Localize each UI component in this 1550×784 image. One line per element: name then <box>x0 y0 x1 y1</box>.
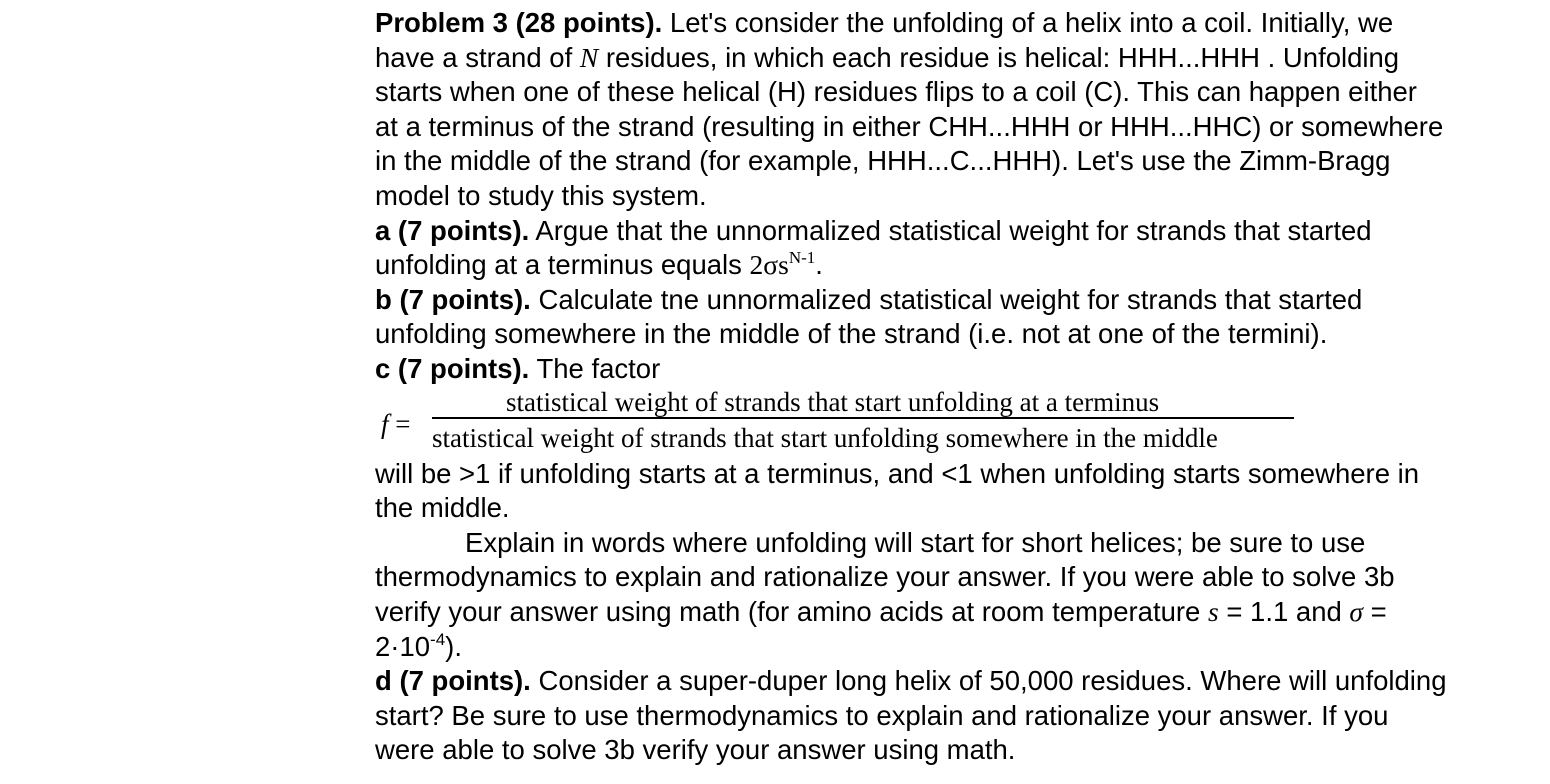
part-c-after-2: the middle. <box>375 492 510 524</box>
part-c-explain-3: verify your answer using math (for amino acids at room temperature s = 1.1 and σ = <box>375 595 1387 627</box>
formula-denominator: statistical weight of strands that start unfolding somewhere in the middle <box>432 422 1218 453</box>
problem-line-3: starts when one of these helical (H) residues flips to a coil (C). This can happen either <box>375 76 1417 108</box>
part-b-line-2: unfolding somewhere in the middle of the strand (i.e. not at one of the termini). <box>375 318 1328 350</box>
part-b-label: b (7 points). <box>375 283 531 315</box>
problem-header: Problem 3 (28 points). <box>375 7 663 38</box>
variable-n: N <box>579 41 599 73</box>
problem-line-2: have a strand of N residues, in which each residue is helical: HHH...HHH . Unfolding <box>375 41 1400 73</box>
part-a-line-1: a (7 points). Argue that the unnormalized statistical weight for strands that started <box>375 214 1372 246</box>
variable-s: s <box>1207 595 1219 627</box>
part-b-line-1: b (7 points). Calculate tne unnormalized statistical weight for strands that started <box>375 283 1363 315</box>
fraction-bar <box>432 417 1294 419</box>
part-c-after-1: will be >1 if unfolding starts at a terminus, and <1 when unfolding starts somewhere in <box>375 457 1420 489</box>
weight-expression: $2\sigma s^{N-1}$ <box>749 248 816 281</box>
part-c-label: c (7 points). <box>375 352 530 384</box>
part-c-explain-2: thermodynamics to explain and rationalize your answer. If you were able to solve 3b <box>375 561 1395 593</box>
problem-line-6: model to study this system. <box>375 179 707 211</box>
problem-line-4: at a terminus of the strand (resulting in either CHH...HHH or HHH...HHC) or somewhere <box>375 110 1444 142</box>
formula-lhs: f = <box>381 408 411 439</box>
problem-line-1: Problem 3 (28 points). Let's consider the unfolding of a helix into a coil. Initially, we <box>375 7 1394 38</box>
part-d-line-1: d (7 points). Consider a super-duper long helix of 50,000 residues. Where will unfolding <box>375 665 1447 697</box>
part-d-line-3: were able to solve 3b verify your answer using math. <box>375 734 1016 766</box>
part-c-explain-1: Explain in words where unfolding will start for short helices; be sure to use <box>465 526 1366 558</box>
problem-line-5: in the middle of the strand (for example, HHH...C...HHH). Let's use the Zimm-Bragg <box>375 145 1391 177</box>
part-d-line-2: start? Be sure to use thermodynamics to explain and rationalize your answer. If you <box>375 699 1389 731</box>
part-c-line-1: c (7 points). The factor <box>375 352 661 384</box>
f-ratio-formula <box>375 386 1550 457</box>
formula-numerator: statistical weight of strands that start unfolding at a terminus <box>506 386 1160 417</box>
problem-document <box>375 6 1550 768</box>
part-a-label: a (7 points). <box>375 214 530 246</box>
part-d-label: d (7 points). <box>375 665 531 697</box>
part-a-line-2: unfolding at a terminus equals $2\sigma s^{N-1}$. <box>375 248 823 281</box>
part-c-explain-4: $2\cdot 10^{-4}$). <box>375 629 462 662</box>
variable-sigma: σ <box>1349 595 1363 627</box>
